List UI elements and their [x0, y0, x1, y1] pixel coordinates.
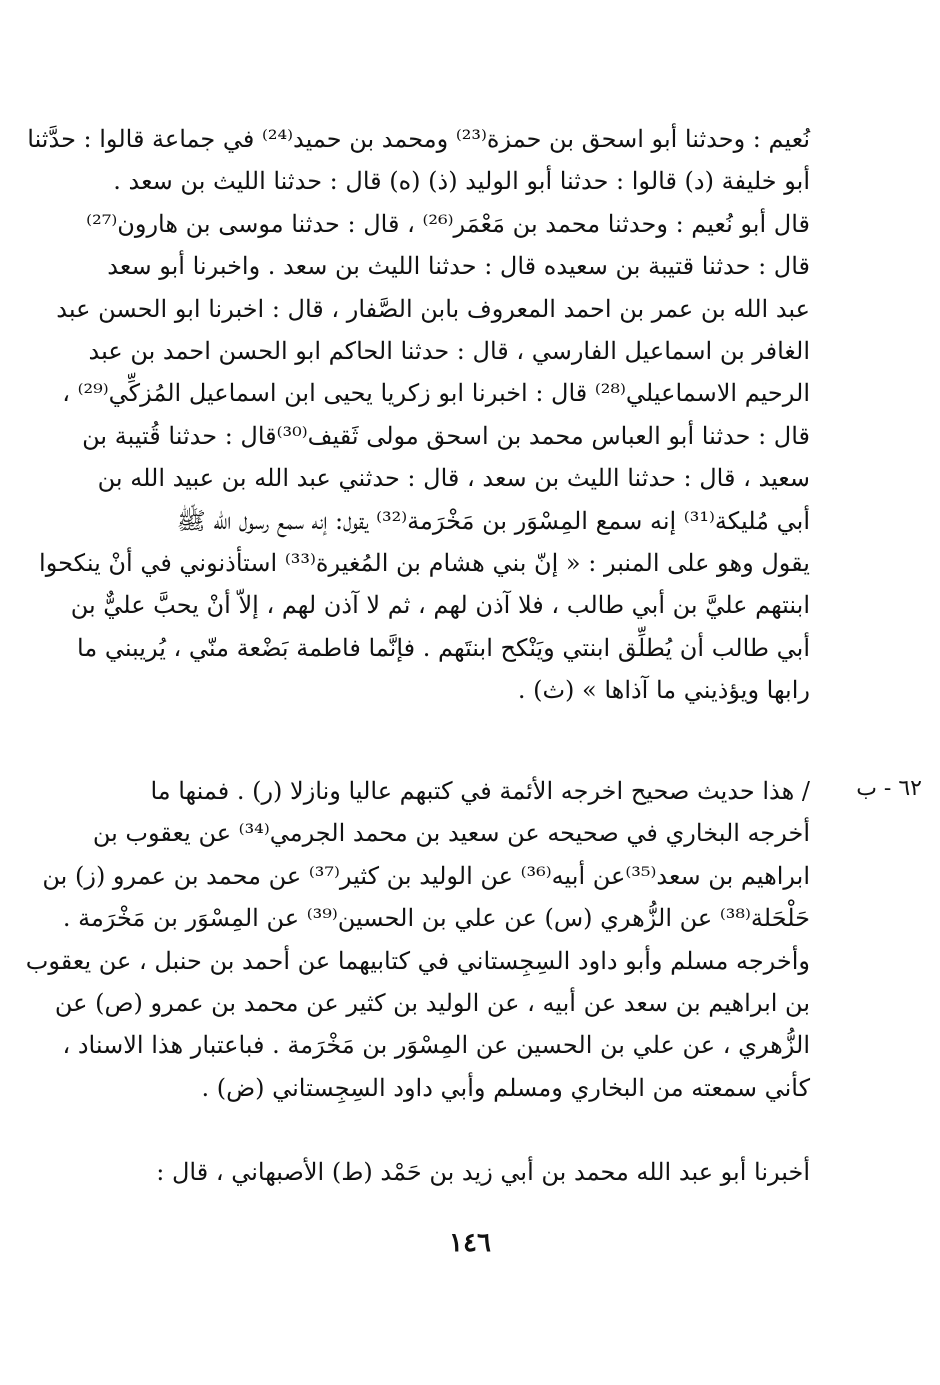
- text-line: سعيد ، قال : حدثنا الليث بن سعد ، قال : حدثني عبد الله بن عبيد الله بن: [97, 464, 810, 493]
- text-line: أبي طالب أن يُطلِّق ابنتي ويَنْكح ابنتَهم . فإنَّما فاطمة بَضْعة منّي ، يُريبني ما: [77, 633, 810, 662]
- text-line: / هذا حديث صحيح اخرجه الأئمة في كتبهم عاليا ونازلا (ر) . فمنها ما: [150, 777, 810, 805]
- paragraph-2: [25, 770, 810, 1109]
- margin-folio-reference: ٦٢ - ب: [856, 776, 922, 801]
- text-line: نُعيم : وحدثنا أبو اسحق بن حمزة⁽²³⁾ ومحمد بن حميد⁽²⁴⁾ في جماعة قالوا : حدَّثنا: [27, 125, 810, 153]
- text-line: رابها ويؤذيني ما آذاها » (ث) .: [517, 676, 810, 705]
- text-line: كأني سمعته من البخاري ومسلم وأبي داود السِجِستاني (ض) .: [201, 1073, 810, 1102]
- text-line: حَلْحَلة⁽³⁸⁾ عن الزُّهري (س) عن علي بن الحسين⁽³⁹⁾ عن المِسْوَر بن مَخْرَمة .: [62, 904, 810, 933]
- text-line: الغافر بن اسماعيل الفارسي ، قال : حدثنا الحاكم ابو الحسن احمد بن عبد: [88, 336, 810, 365]
- paragraph-1: [27, 118, 810, 711]
- text-line: ابنتهم عليَّ بن أبي طالب ، فلا آذن لهم ، ثم لا آذن لهم ، إلاّ أنْ يحبَّ عليٌّ بن: [70, 591, 810, 620]
- text-line: أبي مُليكة⁽³¹⁾ إنه سمع المِسْوَر بن مَخْرَمة⁽³²⁾ يقول: إنه سمع رسول الله ﷺ: [176, 506, 810, 535]
- text-line: وأخرجه مسلم وأبو داود السِجِستاني في كتابيهما عن أحمد بن حنبل ، عن يعقوب: [25, 946, 810, 975]
- text-line: قال أبو نُعيم : وحدثنا محمد بن مَعْمَر⁽²⁶⁾ ، قال : حدثنا موسى بن هارون⁽²⁷⁾: [86, 209, 810, 238]
- text-line: الزُّهري ، عن علي بن الحسين عن المِسْوَر بن مَخْرَمة . فباعتبار هذا الاسناد ،: [62, 1031, 810, 1060]
- text-line: يقول وهو على المنبر : « إنّ بني هشام بن المُغيرة⁽³³⁾ استأذنوني في أنْ ينكحوا: [39, 548, 810, 577]
- text-line: أخرجه البخاري في صحيحه عن سعيد بن محمد الجرمي⁽³⁴⁾ عن يعقوب بن: [92, 819, 810, 848]
- text-line: الرحيم الاسماعيلي⁽²⁸⁾ قال : اخبرنا ابو زكريا يحيى ابن اسماعيل المُزكِّي⁽²⁹⁾ ،: [62, 379, 810, 408]
- page-number: ١٤٦: [449, 1228, 491, 1258]
- text-line: عبد الله بن عمر بن احمد المعروف بابن الصَّفار ، قال : اخبرنا ابو الحسن عبد: [56, 294, 810, 323]
- text-line: قال : حدثنا أبو العباس محمد بن اسحق مولى ثَقيف⁽³⁰⁾قال : حدثنا قُتيبة بن: [82, 421, 810, 450]
- text-line: قال : حدثنا قتيبة بن سعيده قال : حدثنا الليث بن سعد . واخبرنا أبو سعد: [107, 252, 810, 281]
- paragraph-3: [156, 1151, 810, 1193]
- text-line: ابراهيم بن سعد⁽³⁵⁾عن أبيه⁽³⁶⁾ عن الوليد بن كثير⁽³⁷⁾ عن محمد بن عمرو (ز) بن: [42, 861, 810, 890]
- text-line: بن ابراهيم بن سعد عن أبيه ، عن الوليد بن كثير عن محمد بن عمرو (ص) عن: [54, 988, 810, 1017]
- text-line: أبو خليفة (د) قالوا : حدثنا أبو الوليد (ذ) (ه) قال : حدثنا الليث بن سعد .: [113, 167, 810, 196]
- text-line: أخبرنا أبو عبد الله محمد بن أبي زيد بن حَمْد (ط) الأصبهاني ، قال :: [156, 1158, 810, 1186]
